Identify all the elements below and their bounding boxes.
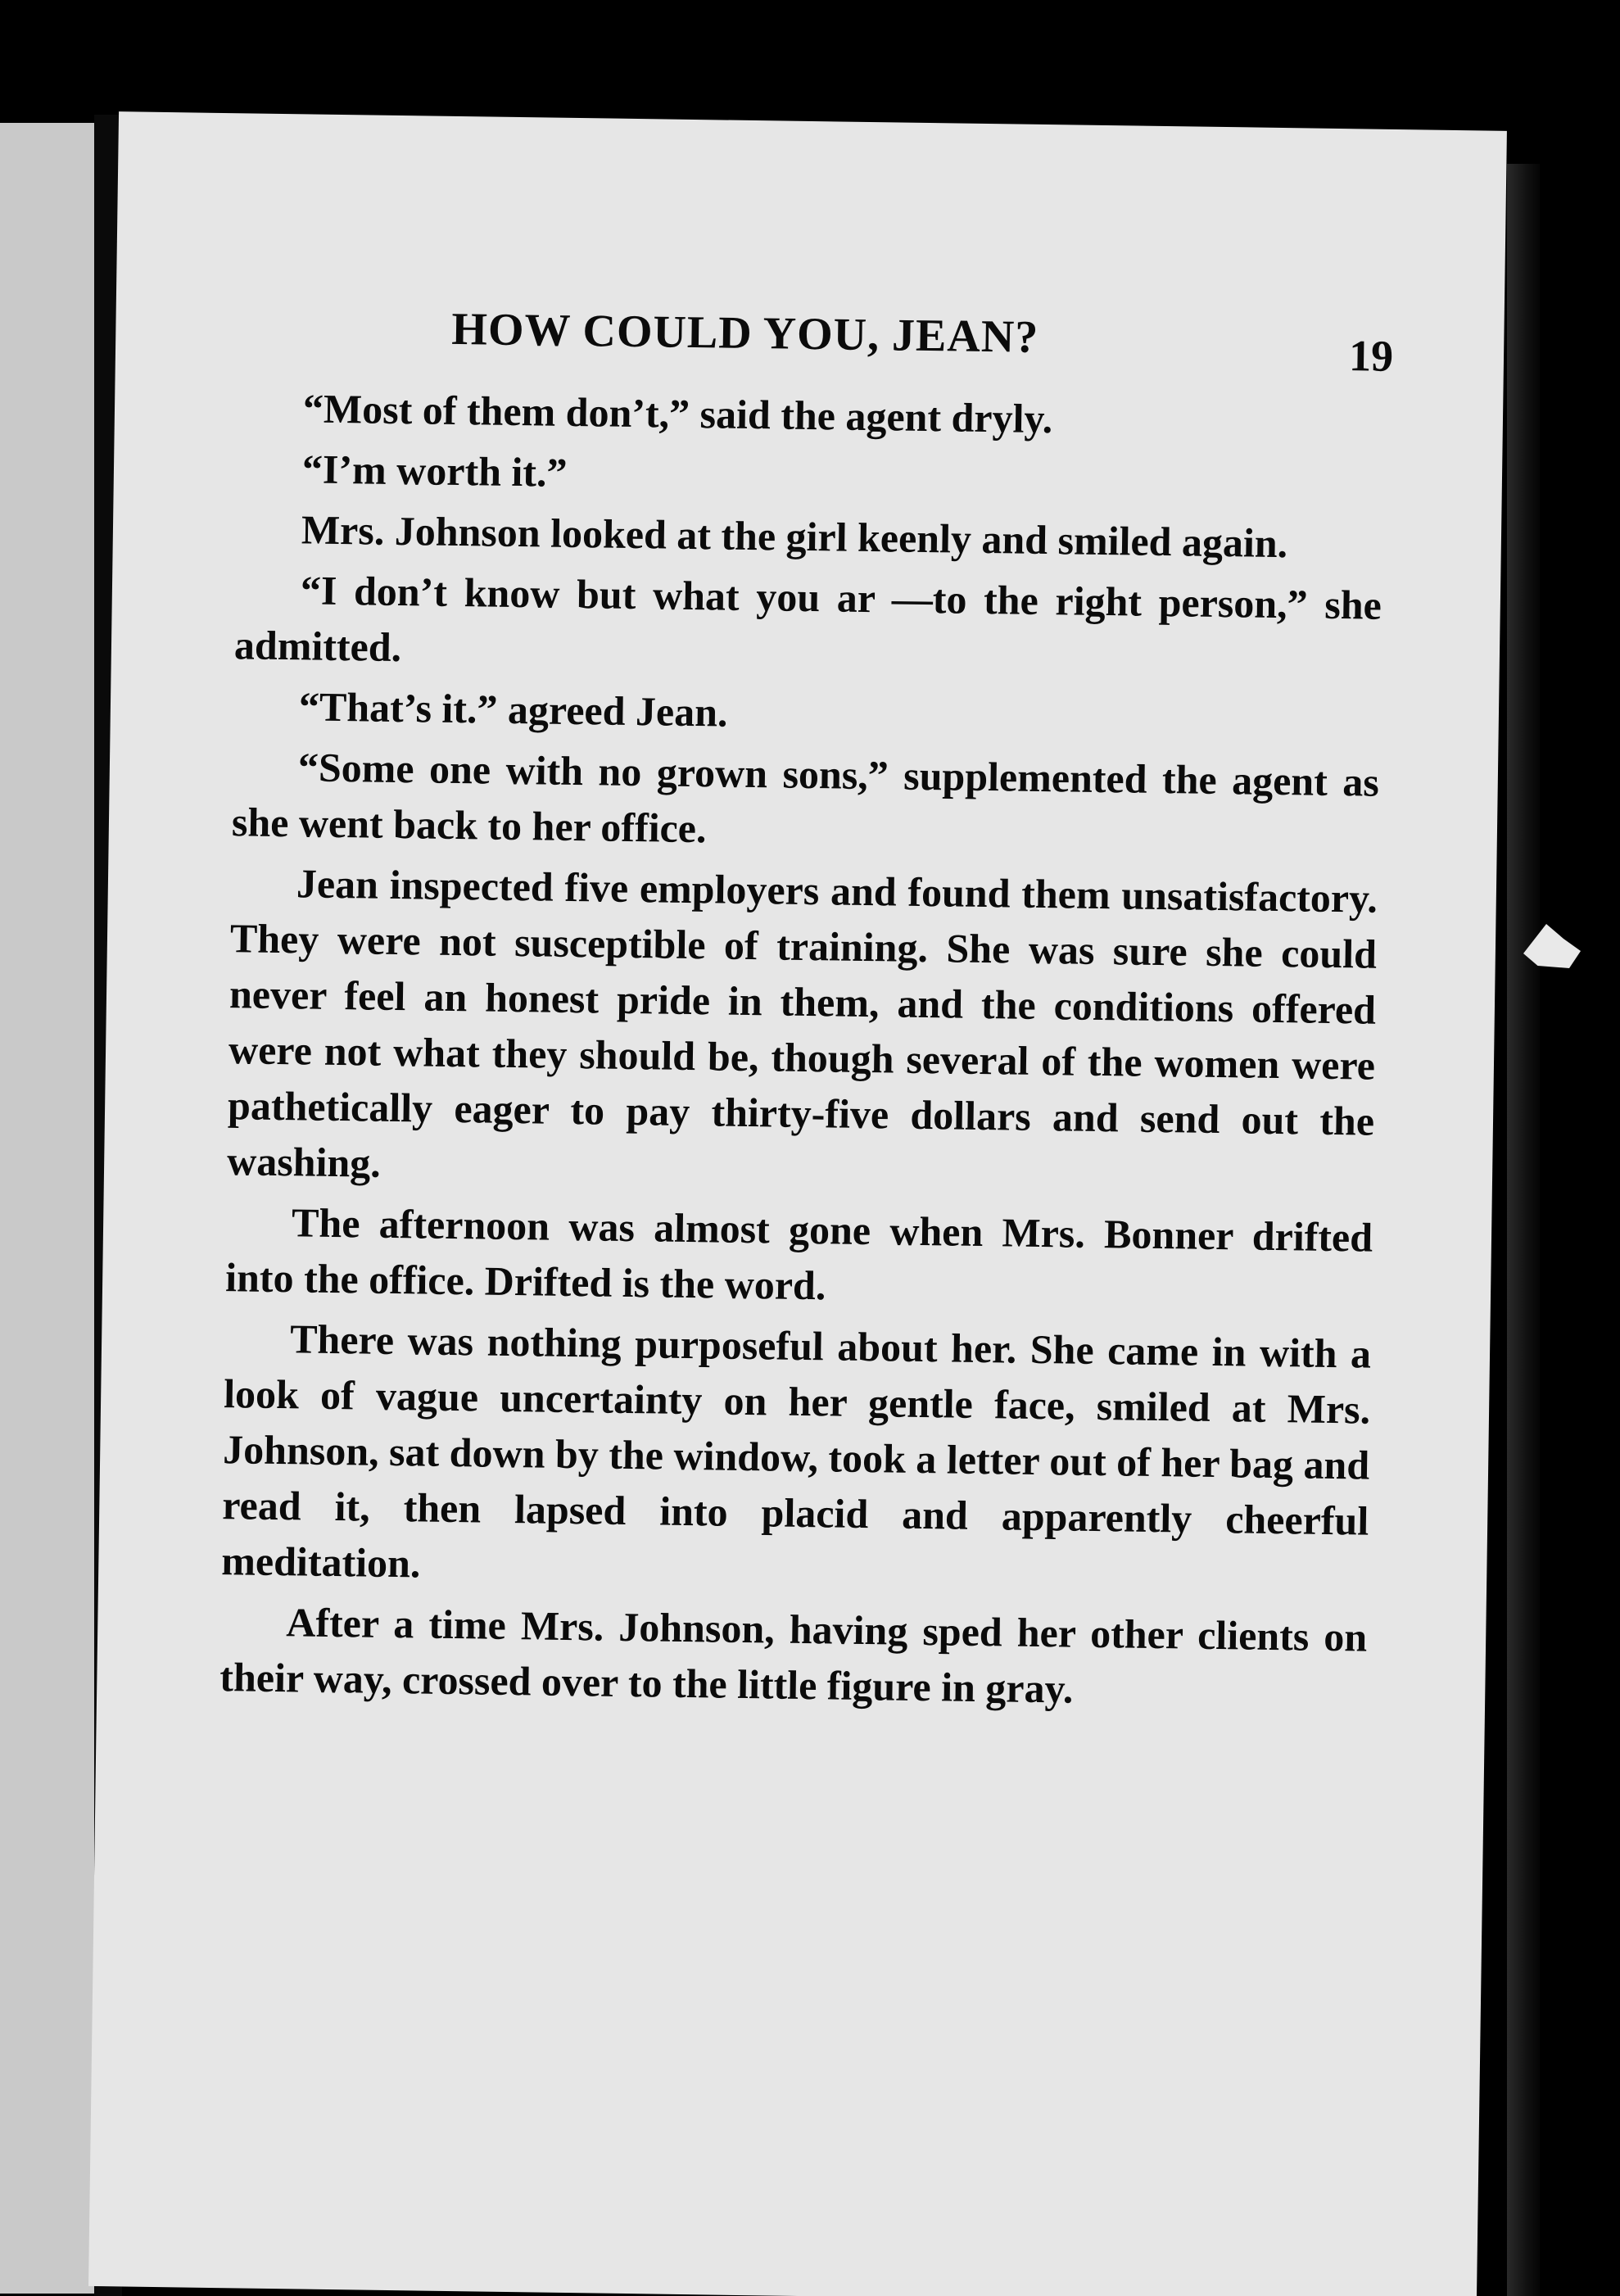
- paragraph: Mrs. Johnson looked at the girl keenly and smiled again.: [301, 506, 1288, 567]
- paragraph: “I don’t know but what you ar —to the right person,” she admitted.: [233, 567, 1382, 671]
- paragraph: “Most of them don’t,” said the agent dryly.: [302, 385, 1053, 442]
- left-facing-page-edge: [0, 123, 98, 2294]
- page-number: 19: [1348, 331, 1394, 381]
- running-title: HOW COULD YOU, JEAN?: [450, 303, 1039, 363]
- paragraph: Jean inspected five employers and found them unsatisfactory. They were not susceptible of training. She was sure she could never feel an honest pride in them, and the conditions offered were not what they should be, though several of the women were pathetically eager to pay thirty-five dollars and send out the washing.: [226, 860, 1378, 1186]
- paragraph: There was nothing purposeful about her. She came in with a look of vague uncertainty on her gentle face, smiled at Mrs. Johnson, sat down by the window, took a letter out of her bag and read it, then lapsed into placid and apparently cheerful meditation.: [221, 1316, 1372, 1587]
- right-page-edge-shadow: [1507, 164, 1540, 2296]
- paragraph: “Some one with no grown sons,” supplemented the agent as she went back to her office.: [231, 744, 1380, 852]
- paragraph: After a time Mrs. Johnson, having sped her other clients on their way, crossed over to the little figure in gray.: [219, 1599, 1368, 1712]
- paragraph: The afternoon was almost gone when Mrs. Bonner drifted into the office. Drifted is the word.: [224, 1199, 1373, 1309]
- paragraph: “I’m worth it.”: [301, 446, 568, 496]
- paragraph: “That’s it.” agreed Jean.: [298, 683, 728, 736]
- body-text: [219, 379, 1385, 1725]
- book-page: [88, 111, 1507, 2296]
- page-header: [450, 303, 1394, 381]
